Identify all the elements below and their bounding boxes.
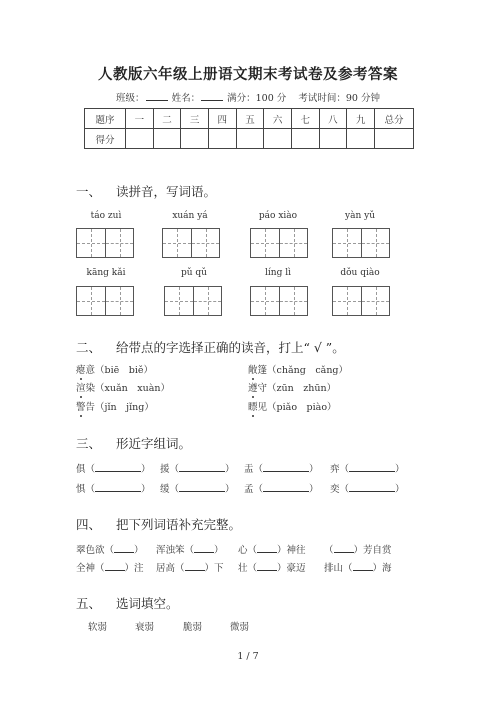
section-4-heading bbox=[76, 515, 241, 533]
char: 俱 bbox=[76, 464, 86, 475]
writing-grid[interactable] bbox=[76, 286, 134, 316]
idiom-prefix: 浑浊笨（ bbox=[156, 545, 195, 556]
dotted-char: 瘪 bbox=[76, 365, 86, 376]
idiom-item[interactable] bbox=[156, 542, 224, 556]
page-number: 1 / 7 bbox=[237, 651, 259, 662]
section-number: 二、 bbox=[76, 340, 102, 355]
pronunciation-item[interactable] bbox=[76, 380, 170, 394]
char: 缓 bbox=[160, 484, 170, 495]
score-cell[interactable] bbox=[208, 129, 236, 149]
score-cell[interactable] bbox=[264, 129, 292, 149]
answer-blank[interactable] bbox=[194, 542, 214, 553]
idiom-prefix: 排山（ bbox=[324, 563, 353, 574]
pronunciation-item[interactable] bbox=[76, 362, 153, 376]
section-title: 把下列词语补充完整。 bbox=[116, 517, 242, 532]
idiom-prefix: 翠色欲（ bbox=[76, 545, 115, 556]
score-cell[interactable] bbox=[236, 129, 264, 149]
word-choice: 脆弱 bbox=[183, 622, 203, 633]
writing-grid[interactable] bbox=[332, 228, 390, 258]
word-rest: 守 bbox=[257, 383, 268, 394]
dotted-char: 警 bbox=[76, 402, 86, 413]
idiom-suffix: ）豪迈 bbox=[277, 563, 306, 574]
idiom-suffix: ）下 bbox=[204, 563, 224, 574]
score-cell[interactable] bbox=[319, 129, 347, 149]
answer-blank[interactable] bbox=[179, 481, 225, 492]
score-row-label: 得分 bbox=[85, 129, 126, 149]
answer-blank[interactable] bbox=[114, 542, 134, 553]
pinyin-options: （xuǎn xuàn） bbox=[95, 383, 171, 394]
pinyin-label: dǒu qiào bbox=[340, 268, 380, 278]
idiom-item[interactable] bbox=[324, 560, 392, 574]
pronunciation-item[interactable] bbox=[248, 362, 348, 376]
exam-info bbox=[0, 90, 496, 104]
word-building-item[interactable]: 盂（ ） bbox=[244, 461, 319, 475]
answer-blank[interactable] bbox=[257, 542, 277, 553]
char: 援 bbox=[160, 464, 170, 475]
word-choice: 衰弱 bbox=[135, 622, 155, 633]
pinyin-label: xuán yá bbox=[172, 211, 208, 221]
section-title: 选词填空。 bbox=[116, 596, 179, 611]
idiom-suffix: ） bbox=[214, 545, 224, 556]
dotted-char: 渲 bbox=[76, 383, 86, 394]
header-cell: 二 bbox=[153, 109, 181, 129]
answer-blank[interactable] bbox=[353, 560, 373, 571]
score-cell[interactable] bbox=[291, 129, 319, 149]
idiom-item[interactable] bbox=[76, 542, 144, 556]
section-2-heading bbox=[76, 338, 345, 356]
section-number: 四、 bbox=[76, 517, 102, 532]
page-title: 人教版六年级上册语文期末考试卷及参考答案 bbox=[98, 66, 398, 83]
dotted-char: 遵 bbox=[248, 383, 258, 394]
idiom-prefix: 全神（ bbox=[76, 563, 105, 574]
answer-blank[interactable] bbox=[349, 461, 395, 472]
char: 弈 bbox=[330, 464, 340, 475]
word-building-item[interactable]: 奕（ ） bbox=[330, 481, 405, 495]
idiom-prefix: 居高（ bbox=[156, 563, 185, 574]
pinyin-options: （jǐn jǐng） bbox=[95, 402, 154, 413]
word-building-item[interactable]: 弈（ ） bbox=[330, 461, 405, 475]
full-score: 满分：100 分 bbox=[227, 93, 287, 104]
section-title: 给带点的字选择正确的读音，打上“ √ ”。 bbox=[116, 340, 345, 355]
char: 盂 bbox=[244, 464, 254, 475]
header-cell: 六 bbox=[264, 109, 292, 129]
idiom-suffix: ）神往 bbox=[277, 545, 306, 556]
pinyin-label: páo xiào bbox=[258, 211, 298, 221]
char: 惧 bbox=[76, 484, 86, 495]
word-building-item[interactable]: 缓（ ） bbox=[160, 481, 235, 495]
word-choice: 微弱 bbox=[230, 622, 250, 633]
header-cell: 总分 bbox=[375, 109, 414, 129]
score-cell[interactable] bbox=[375, 129, 414, 149]
header-cell: 七 bbox=[291, 109, 319, 129]
answer-blank[interactable] bbox=[263, 481, 309, 492]
section-number: 三、 bbox=[76, 436, 102, 451]
answer-blank[interactable] bbox=[257, 560, 277, 571]
word-rest: 染 bbox=[85, 383, 96, 394]
answer-blank[interactable] bbox=[105, 560, 125, 571]
section-title: 读拼音，写词语。 bbox=[116, 184, 217, 199]
word-choice: 软弱 bbox=[88, 622, 108, 633]
idiom-item[interactable] bbox=[238, 560, 306, 574]
idiom-item[interactable] bbox=[156, 560, 224, 574]
writing-grid[interactable] bbox=[76, 228, 134, 258]
pronunciation-item[interactable] bbox=[76, 399, 154, 413]
header-cell: 题序 bbox=[85, 109, 126, 129]
pinyin-label: táo zuì bbox=[90, 211, 122, 221]
exam-time: 考试时间：90 分钟 bbox=[298, 93, 380, 104]
pinyin-options: （chǎng cǎng） bbox=[267, 365, 349, 376]
name-label: 姓名： bbox=[171, 93, 201, 104]
answer-blank[interactable] bbox=[179, 461, 225, 472]
score-cell[interactable] bbox=[347, 129, 375, 149]
pinyin-label: pǔ qǔ bbox=[181, 268, 207, 278]
pronunciation-item[interactable] bbox=[248, 399, 337, 413]
header-cell: 五 bbox=[236, 109, 264, 129]
pinyin-options: （zūn zhūn） bbox=[267, 383, 337, 394]
word-rest: 意 bbox=[85, 365, 96, 376]
class-label: 班级： bbox=[116, 93, 145, 104]
idiom-prefix: （ bbox=[324, 545, 334, 556]
answer-blank[interactable] bbox=[95, 481, 141, 492]
idiom-item[interactable] bbox=[238, 542, 306, 556]
header-cell: 四 bbox=[208, 109, 236, 129]
idiom-prefix: 壮（ bbox=[238, 563, 258, 574]
writing-grid[interactable] bbox=[250, 228, 308, 258]
word-building-item[interactable]: 孟（ ） bbox=[244, 481, 319, 495]
char: 孟 bbox=[244, 484, 254, 495]
pinyin-label: yàn yǔ bbox=[345, 211, 375, 221]
score-cell[interactable] bbox=[126, 129, 154, 149]
word-rest: 见 bbox=[257, 402, 268, 413]
score-table-header-row bbox=[85, 109, 414, 129]
section-title: 形近字组词。 bbox=[116, 436, 192, 451]
idiom-item[interactable] bbox=[76, 560, 144, 574]
section-number: 五、 bbox=[76, 596, 102, 611]
header-cell: 八 bbox=[319, 109, 347, 129]
idiom-suffix: ） bbox=[134, 545, 144, 556]
idiom-suffix: ）注 bbox=[124, 563, 144, 574]
pinyin-label: kāng kǎi bbox=[86, 268, 126, 278]
idiom-item[interactable] bbox=[324, 542, 392, 556]
word-rest: 篷 bbox=[257, 365, 268, 376]
header-cell: 一 bbox=[126, 109, 154, 129]
writing-grid[interactable] bbox=[164, 286, 222, 316]
section-3-heading bbox=[76, 434, 191, 452]
section-number: 一、 bbox=[76, 184, 102, 199]
score-cell[interactable] bbox=[153, 129, 181, 149]
pinyin-options: （piǎo piào） bbox=[267, 402, 337, 413]
writing-grid[interactable] bbox=[250, 286, 308, 316]
class-blank[interactable] bbox=[146, 91, 168, 101]
writing-grid[interactable] bbox=[162, 228, 220, 258]
header-cell: 九 bbox=[347, 109, 375, 129]
name-blank[interactable] bbox=[201, 91, 223, 101]
word-rest: 告 bbox=[85, 402, 96, 413]
answer-blank[interactable] bbox=[263, 461, 309, 472]
answer-blank[interactable] bbox=[185, 560, 205, 571]
char: 奕 bbox=[330, 484, 340, 495]
score-table-score-row bbox=[85, 129, 414, 149]
word-building-item[interactable]: 援（ ） bbox=[160, 461, 235, 475]
section-1-heading bbox=[76, 182, 216, 200]
answer-blank[interactable] bbox=[95, 461, 141, 472]
pronunciation-item[interactable] bbox=[248, 380, 336, 394]
idiom-suffix: ）芳自赏 bbox=[353, 545, 392, 556]
idiom-prefix: 心（ bbox=[238, 545, 258, 556]
dotted-char: 瞟 bbox=[248, 402, 258, 413]
word-building-item[interactable]: 俱（ ） bbox=[76, 461, 151, 475]
dotted-char: 敞 bbox=[248, 365, 258, 376]
answer-blank[interactable] bbox=[334, 542, 354, 553]
score-cell[interactable] bbox=[181, 129, 209, 149]
header-cell: 三 bbox=[181, 109, 209, 129]
writing-grid[interactable] bbox=[332, 286, 390, 316]
pinyin-label: líng lì bbox=[265, 268, 291, 278]
word-building-item[interactable]: 惧（ ） bbox=[76, 481, 151, 495]
idiom-suffix: ）海 bbox=[372, 563, 392, 574]
pinyin-options: （biē biě） bbox=[95, 365, 154, 376]
answer-blank[interactable] bbox=[349, 481, 395, 492]
section-5-heading bbox=[76, 594, 179, 612]
score-table bbox=[84, 108, 414, 149]
